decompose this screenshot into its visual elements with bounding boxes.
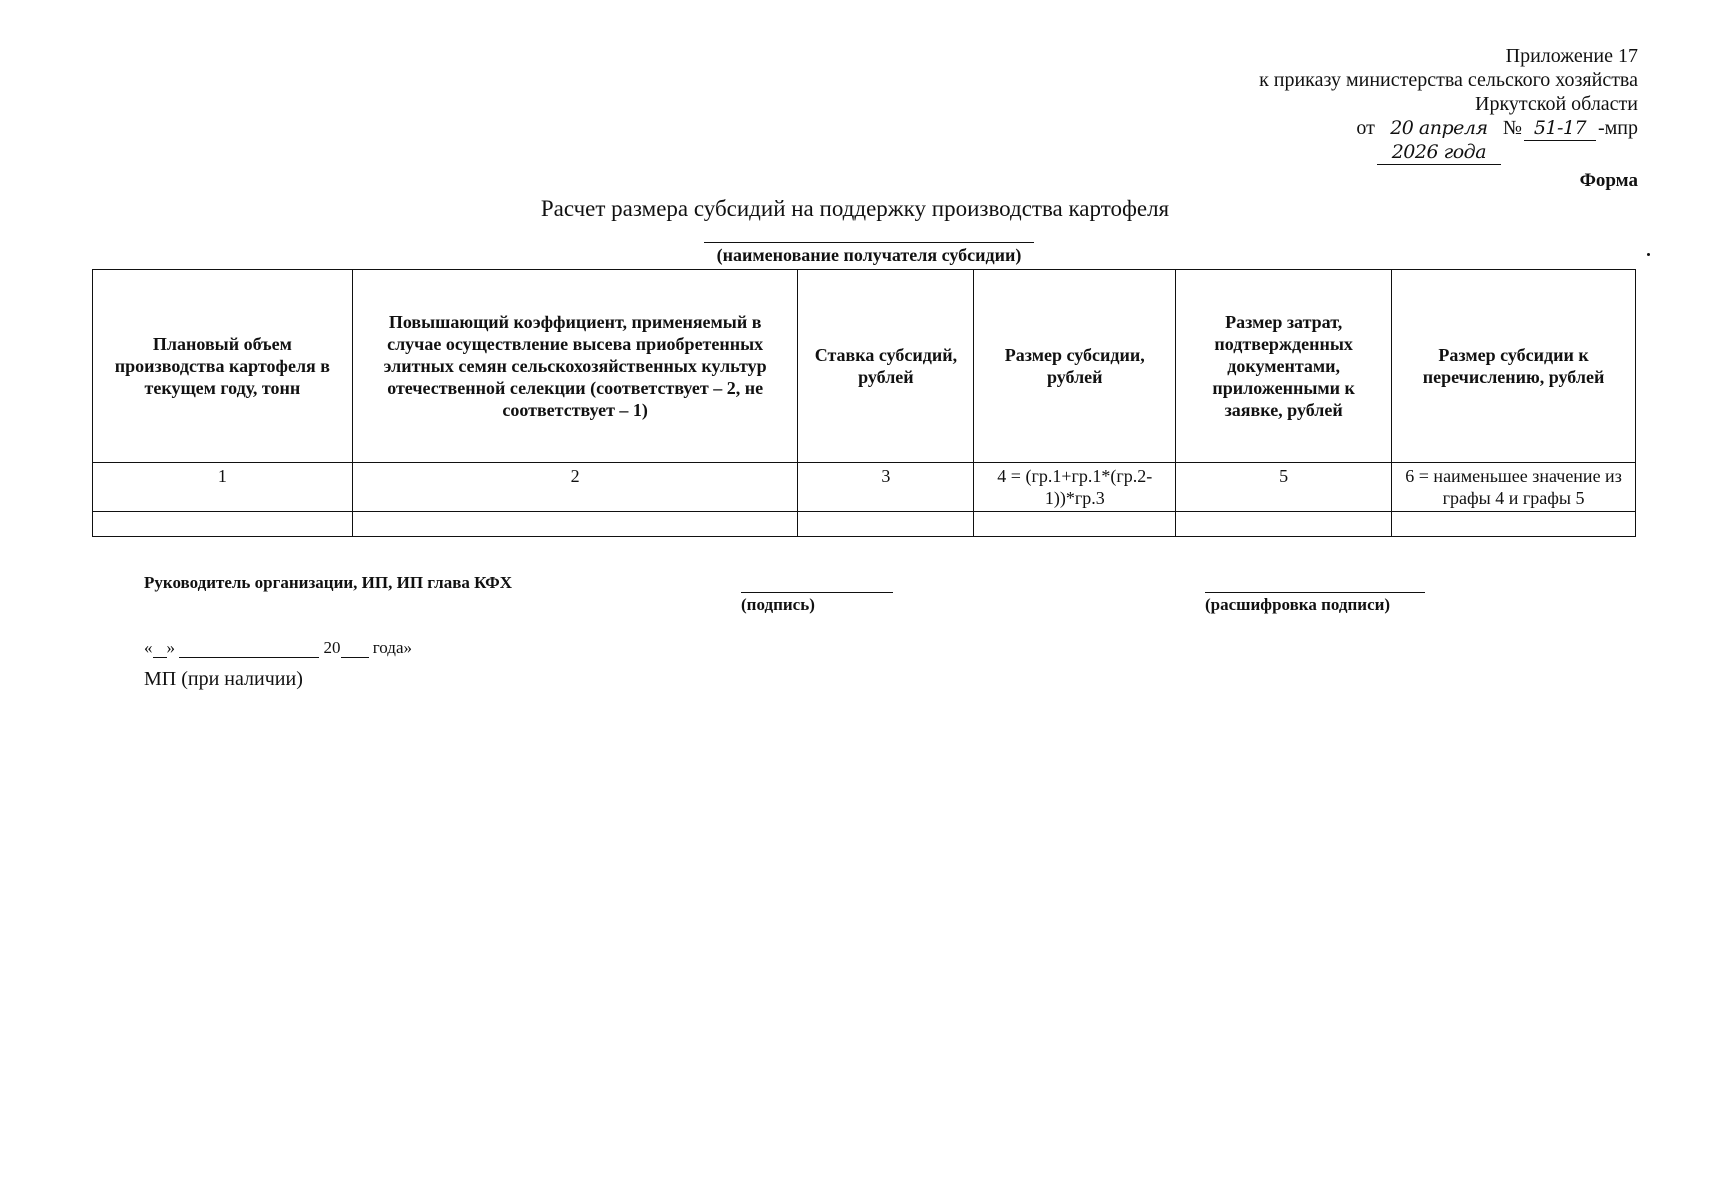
- document-header: [1259, 44, 1638, 165]
- close-quote: »: [166, 638, 175, 657]
- signature-caption: (подпись): [741, 595, 815, 614]
- scan-dot: [1647, 253, 1650, 256]
- handwritten-number: 51-17: [1524, 116, 1596, 141]
- column-number-cell: 5: [1176, 463, 1392, 512]
- table-row: [93, 512, 1636, 537]
- header-cell: Размер субсидии к перечислению, рублей: [1392, 270, 1636, 463]
- signature-decode-caption: (расшифровка подписи): [1205, 595, 1391, 614]
- appendix-number: Приложение 17: [1505, 45, 1638, 67]
- order-region: Иркутской области: [1475, 93, 1638, 115]
- handwritten-date: 20 апреля 2026 года: [1377, 116, 1501, 165]
- column-number-cell: 6 = наименьшее значение из графы 4 и графы 5: [1392, 463, 1636, 512]
- header-cell: Ставка субсидий, рублей: [798, 270, 974, 463]
- year-prefix: 20: [323, 638, 341, 657]
- header-cell: Плановый объем производства картофеля в текущем году, тонн: [93, 270, 353, 463]
- empty-cell: [798, 512, 974, 537]
- column-number-cell: 1: [93, 463, 353, 512]
- order-reference: к приказу министерства сельского хозяйства: [1259, 69, 1638, 91]
- from-prefix: от: [1356, 117, 1375, 139]
- header-cell: Повышающий коэффициент, применяемый в случае осуществление высева приобретенных элитных семян сельскохозяйственных культур отечественной селекции (соответствует – 2, не соответствует – 1): [352, 270, 798, 463]
- signature-decode-line: [1205, 592, 1425, 593]
- recipient-name-field: [704, 242, 1034, 266]
- date-field: [144, 638, 412, 658]
- column-number-row: [93, 463, 1636, 512]
- column-number-cell: 3: [798, 463, 974, 512]
- signature-line: [741, 592, 893, 593]
- empty-cell: [974, 512, 1176, 537]
- empty-cell: [1176, 512, 1392, 537]
- table-header-row: [93, 270, 1636, 463]
- open-quote: «: [144, 638, 153, 657]
- empty-cell: [93, 512, 353, 537]
- column-number-cell: 2: [352, 463, 798, 512]
- document-title: Расчет размера субсидий на поддержку производства картофеля: [540, 196, 1170, 221]
- empty-cell: [1392, 512, 1636, 537]
- column-number-cell: 4 = (гр.1+гр.1*(гр.2-1))*гр.3: [974, 463, 1176, 512]
- form-label: Форма: [1579, 170, 1638, 191]
- year-blank: [341, 657, 369, 658]
- empty-cell: [352, 512, 798, 537]
- signatory-label: Руководитель организации, ИП, ИП глава КФХ: [144, 573, 513, 592]
- number-suffix: -мпр: [1597, 117, 1638, 139]
- header-cell: Размер субсидии, рублей: [974, 270, 1176, 463]
- header-cell: Размер затрат, подтвержденных документами, приложенными к заявке, рублей: [1176, 270, 1392, 463]
- stamp-label: МП (при наличии): [144, 668, 303, 690]
- year-suffix: года»: [372, 638, 413, 657]
- subsidy-calculation-table: [92, 269, 1636, 537]
- recipient-caption: (наименование получателя субсидии): [716, 245, 1022, 265]
- order-date-number: [1259, 116, 1638, 165]
- number-prefix: №: [1502, 117, 1522, 139]
- day-blank: [153, 657, 167, 658]
- month-blank: [179, 657, 319, 658]
